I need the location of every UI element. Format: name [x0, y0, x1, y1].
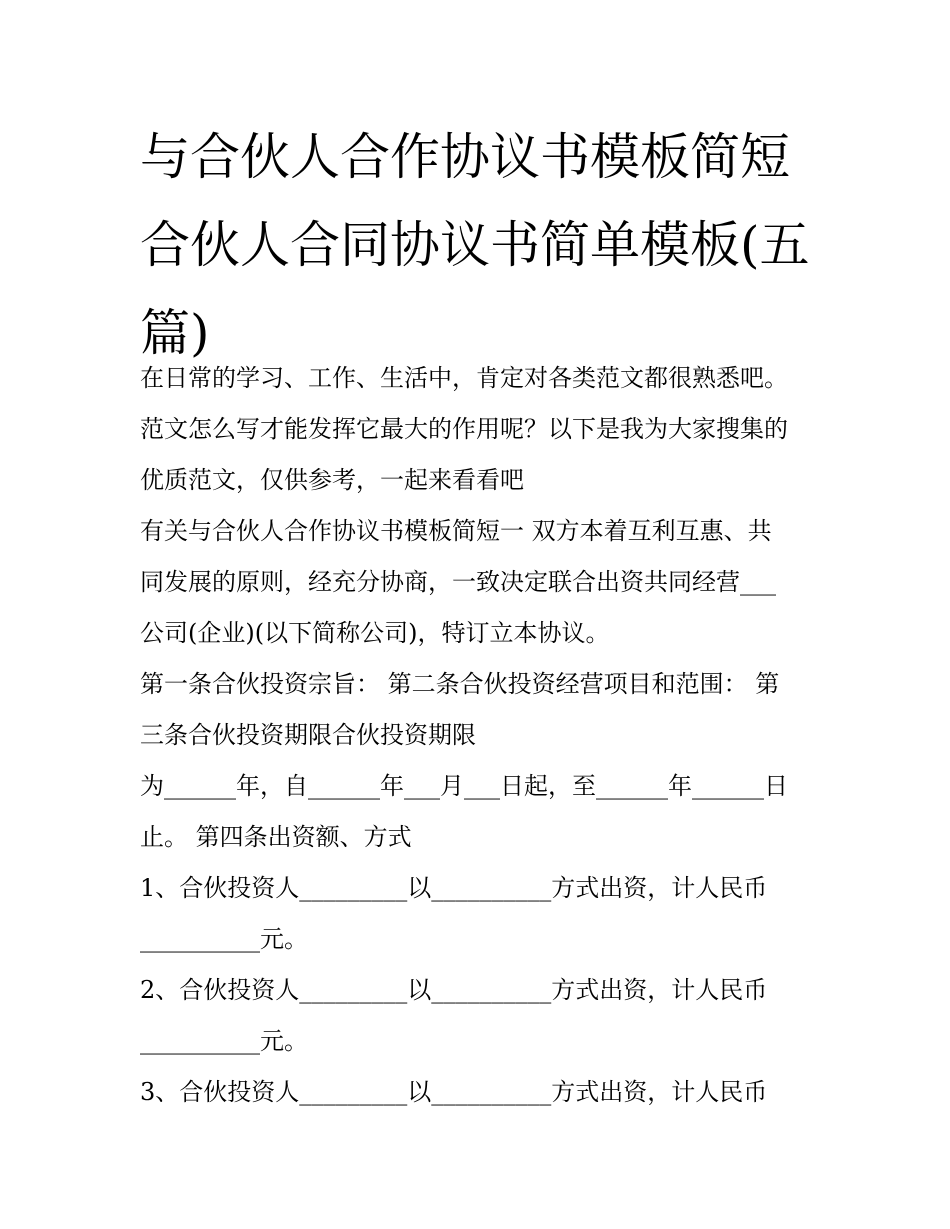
document-title — [140, 113, 830, 377]
document-body — [140, 353, 820, 1118]
title-line: 篇) — [140, 304, 210, 362]
title-line: 合伙人合同协议书简单模板(五 — [140, 216, 810, 274]
body-line: 1、合伙投资人_________以__________方式出资，计人民币 — [140, 874, 768, 902]
body-line: 同发展的原则，经充分协商，一致决定联合出资共同经营___ — [140, 568, 776, 596]
body-line: 3、合伙投资人_________以__________方式出资，计人民币 — [140, 1078, 768, 1106]
body-line: 止。 第四条出资额、方式 — [140, 823, 412, 851]
body-line: 三条合伙投资期限合伙投资期限 — [140, 721, 476, 749]
body-line: 范文怎么写才能发挥它最大的作用呢？以下是我为大家搜集的 — [140, 415, 788, 443]
body-line: 有关与合伙人合作协议书模板简短一 双方本着互利互惠、共 — [140, 517, 772, 545]
body-line: 第一条合伙投资宗旨： 第二条合伙投资经营项目和范围： 第 — [140, 670, 780, 698]
body-line: __________元。 — [140, 925, 308, 953]
body-line: 为______年，自______年___月___日起，至______年______日 — [140, 772, 788, 800]
title-line: 与合伙人合作协议书模板简短 — [140, 128, 790, 186]
body-line: 2、合伙投资人_________以__________方式出资，计人民币 — [140, 976, 768, 1004]
body-line: 公司(企业)(以下简称公司)，特订立本协议。 — [140, 619, 610, 647]
body-line: 在日常的学习、工作、生活中，肯定对各类范文都很熟悉吧。 — [140, 364, 788, 392]
body-line: __________元。 — [140, 1027, 308, 1055]
body-line: 优质范文，仅供参考，一起来看看吧 — [140, 466, 524, 494]
